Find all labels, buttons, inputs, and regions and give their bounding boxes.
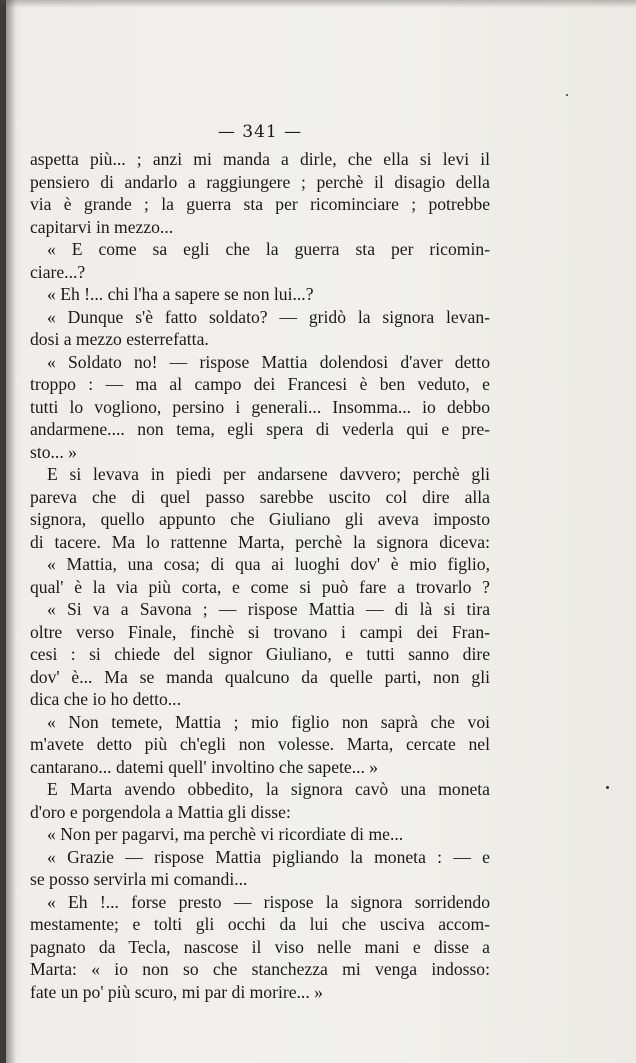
- text-line: Marta: « io non so che stanchezza mi venga indosso:: [30, 959, 490, 979]
- page-number: — 341 —: [217, 122, 303, 142]
- text-line: qual' è la via più corta, e come si può fare a trovarlo ?: [30, 576, 490, 597]
- text-line: pagnato da Tecla, nascose il viso nelle mani e disse a: [30, 936, 490, 957]
- text-line: « Dunque s'è fatto soldato? — gridò la signora levan-: [47, 306, 490, 327]
- text-line: d'oro e porgendola a Mattia gli disse:: [30, 801, 291, 822]
- body-text: [30, 148, 490, 1003]
- ink-speck: [566, 94, 568, 96]
- text-line: m'avete detto più ch'egli non volesse. Marta, cercate nel: [30, 734, 490, 754]
- text-line: « Grazie — rispose Mattia pigliando la moneta : — e: [47, 846, 490, 867]
- ink-speck: [606, 786, 609, 789]
- text-line: dov' è... Ma se manda qualcuno da quelle parti, non gli: [30, 666, 490, 687]
- text-line: « E come sa egli che la guerra sta per ricomin-: [47, 239, 490, 259]
- text-line: cantarano... datemi quell' involtino che sapete... »: [30, 756, 379, 777]
- text-line: dica che io ho detto...: [30, 689, 181, 709]
- text-line: « Non per pagarvi, ma perchè vi ricordiate di me...: [47, 824, 404, 844]
- text-line: troppo : — ma al campo dei Francesi è ben veduto, e: [30, 374, 490, 394]
- text-line: dosi a mezzo esterrefatta.: [30, 329, 209, 349]
- text-line: tutti lo vogliono, persino i generali... Insomma... io debbo: [30, 396, 490, 417]
- text-line: fate un po' più scuro, mi par di morire... »: [30, 981, 323, 1002]
- text-line: « Si va a Savona ; — rispose Mattia — di là si tira: [47, 599, 490, 619]
- text-line: aspetta più... ; anzi mi manda a dirle, che ella si levi il: [30, 149, 490, 169]
- text-line: pareva che di quel passo sarebbe uscito col dire alla: [30, 486, 490, 507]
- text-line: capitarvi in mezzo...: [30, 216, 174, 237]
- text-line: « Eh !... forse presto — rispose la signora sorridendo: [47, 891, 490, 912]
- text-line: via è grande ; la guerra sta per ricominciare ; potrebbe: [30, 194, 490, 214]
- text-line: « Soldato no! — rispose Mattia dolendosi d'aver detto: [47, 351, 490, 372]
- text-line: cesi : si chiede del signor Giuliano, e tutti sanno dire: [30, 644, 490, 664]
- text-line: mestamente; e tolti gli occhi da lui che usciva accom-: [30, 914, 490, 934]
- text-line: « Mattia, una cosa; di qua ai luoghi dov' è mio figlio,: [47, 554, 490, 574]
- text-line: signora, quello appunto che Giuliano gli aveva imposto: [30, 509, 490, 529]
- text-line: E Marta avendo obbedito, la signora cavò una moneta: [47, 779, 490, 799]
- text-line: andarmene.... non tema, egli spera di vederla qui e pre-: [30, 419, 490, 439]
- text-line: oltre verso Finale, finchè si trovano i campi dei Fran-: [30, 621, 490, 642]
- spine-shadow: [6, 0, 16, 1063]
- text-line: E si levava in piedi per andarsene davvero; perchè gli: [47, 464, 490, 484]
- text-line: « Eh !... chi l'ha a sapere se non lui...?: [47, 284, 314, 304]
- text-line: pensiero di andarlo a raggiungere ; perchè il disagio della: [30, 171, 490, 192]
- page-top-edge: [0, 0, 636, 8]
- text-line: di tacere. Ma lo rattenne Marta, perchè la signora diceva:: [30, 531, 490, 552]
- text-line: sto... »: [30, 441, 77, 462]
- text-line: ciare...?: [30, 261, 86, 282]
- text-line: se posso servirla mi comandi...: [30, 869, 248, 889]
- text-line: « Non temete, Mattia ; mio figlio non saprà che voi: [47, 711, 490, 732]
